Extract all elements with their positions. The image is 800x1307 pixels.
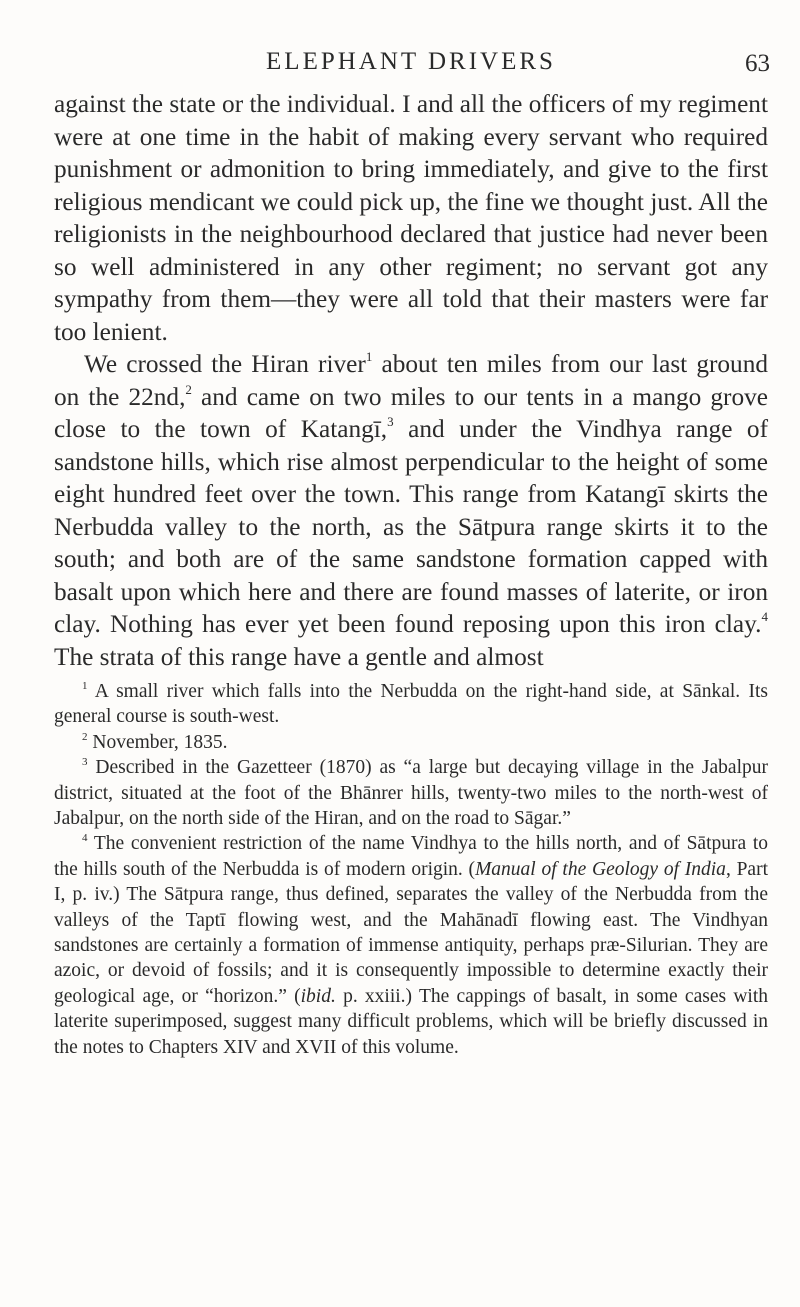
footnotes <box>54 679 768 1060</box>
main-text <box>54 88 768 673</box>
text-run: and came on two miles to our tents in a mango grove close to the town of Katangī, <box>54 382 768 443</box>
footnote <box>54 730 768 755</box>
text-run: The strata of this range have a gentle and almost <box>54 642 544 671</box>
footnote-text: , Part I, p. iv.) The Sātpura range, thus defined, separates the valley of the Nerbudda from the valleys of the Taptī flowing west, and the Mahānadī flowing east. The Vindhyan sandstones are certainly a formation of immense antiquity, perhaps præ-Silurian. They are azoic, or devoid of fossils; and it is consequently impossible to determine exactly their geological age, or “horizon.” ( <box>54 858 768 1007</box>
paragraph: against the state or the individual. I and all the officers of my regiment were at one time in the habit of making every servant who required punishment or admonition to bring immediately, and give to the first religious mendicant we could pick up, the fine we thought just. All the religionists in the neighbourhood declared that justice had never been so well administered in any other regiment; no servant got any sympathy from them—they were all told that their masters were far too lenient. <box>54 90 768 346</box>
book-page <box>54 0 768 1060</box>
footnote-mark: 1 <box>82 680 88 692</box>
footnote-mark: 4 <box>82 832 88 845</box>
footnote-ref: 1 <box>365 349 373 364</box>
footnote-text: Described in the Gazetteer (1870) as “a large but decaying village in the Jabalpur district, situated at the foot of the Bhānrer hills, twenty-two miles to the north-west of Jabalpur, on the north side of the Hiran, and on the road to Sāgar.” <box>54 757 768 830</box>
paragraph <box>54 348 768 673</box>
footnote <box>54 831 768 1060</box>
footnote-ref: 4 <box>761 609 768 624</box>
footnote-ref: 3 <box>387 414 394 429</box>
footnote-text: A small river which falls into the Nerbudda on the right-hand side, at Sānkal. Its general course is south-west. <box>54 681 768 728</box>
footnote-text: November, 1835. <box>92 731 228 753</box>
footnote-text: The convenient restriction of the name Vindhya to the hills north, and of Sātpura to the hills south of the Nerbudda is of modern origin. ( <box>54 833 768 880</box>
page-number: 63 <box>745 50 770 77</box>
running-title: ELEPHANT DRIVERS <box>266 48 556 75</box>
footnote <box>54 679 768 730</box>
text-run: about ten miles from our last ground on the 22nd, <box>54 350 769 411</box>
footnote-mark: 3 <box>82 756 88 769</box>
book-title: Manual of the Geology of India <box>475 858 726 880</box>
citation-abbrev: ibid. <box>300 985 336 1007</box>
text-run: and under the Vindhya range of sandstone hills, which rise almost perpendicular to the height of some eight hundred feet over the town. This range from Katangī skirts the Nerbudda valley to the north, as the Sātpura range skirts it to the south; and both are of the same sandstone formation capped with basalt upon which here and there are found masses of laterite, or iron clay. Nothing has ever yet been found reposing upon this iron clay. <box>54 415 768 638</box>
footnote-text: p. xxiii.) The cappings of basalt, in some cases with laterite superimposed, suggest many difficult problems, which will be briefly discussed in the notes to Chapters XIV and XVII of this volume. <box>54 985 768 1058</box>
footnote <box>54 755 768 831</box>
footnote-ref: 2 <box>185 381 192 397</box>
text-run: We crossed the Hiran river <box>84 350 366 378</box>
page-header <box>54 0 768 88</box>
footnote-mark: 2 <box>82 730 88 743</box>
